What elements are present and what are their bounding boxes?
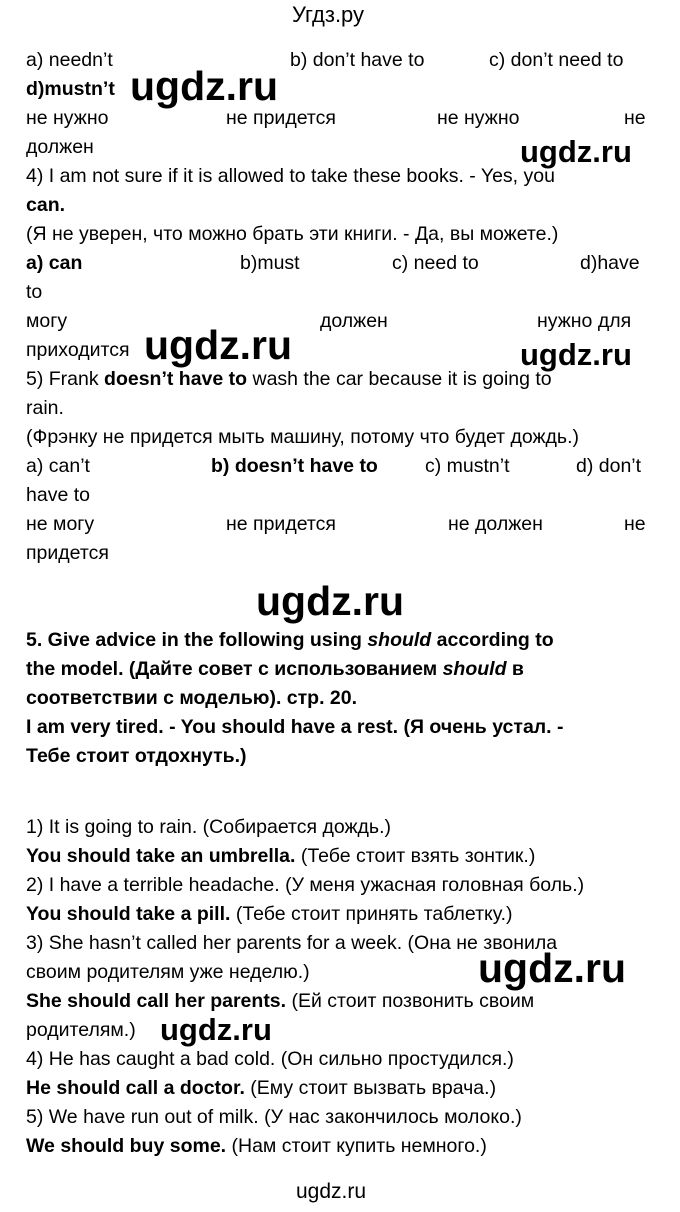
q4-option-b: b)must	[240, 252, 300, 274]
q4-translation-a: могу	[26, 310, 68, 332]
q5-translation: (Фрэнку не придется мыть машину, потому что будет дождь.)	[26, 426, 579, 448]
task5-title-line3: соответствии с моделью). стр. 20.	[26, 687, 358, 709]
watermark: ugdz.ru	[478, 945, 627, 991]
item-2-answer: You should take a pill. (Тебе стоит принять таблетку.)	[26, 903, 513, 925]
task5-model-line1: I am very tired. - You should have a rest. (Я очень устал. -	[26, 716, 564, 738]
page-footer: ugdz.ru	[296, 1180, 367, 1203]
q4-sentence: 4) I am not sure if it is allowed to take these books. - Yes, you	[26, 165, 555, 187]
q3-translation-a: не нужно	[26, 107, 109, 129]
q3-option-b: b) don’t have to	[290, 49, 425, 71]
item-2-question: 2) I have a terrible headache. (У меня ужасная головная боль.)	[26, 874, 585, 896]
item-4-answer: He should call a doctor. (Ему стоит вызвать врача.)	[26, 1077, 497, 1099]
item-4-question: 4) He has caught a bad cold. (Он сильно простудился.)	[26, 1048, 514, 1070]
q4-translation-d: приходится	[26, 339, 130, 361]
q4-translation: (Я не уверен, что можно брать эти книги. - Да, вы можете.)	[26, 223, 559, 245]
q4-option-a: a) can	[26, 252, 83, 274]
watermark: ugdz.ru	[160, 1012, 272, 1047]
watermark: ugdz.ru	[130, 63, 279, 109]
q4-translation-c: нужно для	[537, 310, 632, 332]
q3-translation-b: не придется	[226, 107, 336, 129]
q3-option-c: c) don’t need to	[489, 49, 624, 71]
task5-title-line1: 5. Give advice in the following using should according to	[26, 629, 554, 651]
task5-model-line2: Тебе стоит отдохнуть.)	[26, 745, 247, 767]
item-1-answer: You should take an umbrella. (Тебе стоит взять зонтик.)	[26, 845, 536, 867]
q3-translation-c: не нужно	[437, 107, 520, 129]
watermark: ugdz.ru	[520, 134, 632, 169]
q3-translation-d: не	[624, 107, 646, 129]
q5-option-a: a) can’t	[26, 455, 90, 477]
q4-option-c: c) need to	[392, 252, 479, 274]
q5-sentence: 5) Frank doesn’t have to wash the car because it is going to	[26, 368, 552, 390]
q4-answer: can.	[26, 194, 66, 216]
q3-option-d: d)mustn’t	[26, 78, 115, 100]
q4-option-d-cont: to	[26, 281, 43, 303]
q5-translation-d: не	[624, 513, 646, 535]
task5-title-line2: the model. (Дайте совет с использованием should в	[26, 658, 524, 680]
q3-translation-d-cont: должен	[26, 136, 94, 158]
item-5-answer: We should buy some. (Нам стоит купить немного.)	[26, 1135, 487, 1157]
q5-translation-b: не придется	[226, 513, 336, 535]
watermark: ugdz.ru	[144, 322, 293, 368]
watermark: ugdz.ru	[520, 337, 632, 372]
q5-sentence-cont: rain.	[26, 397, 64, 419]
item-1-question: 1) It is going to rain. (Собирается дождь.)	[26, 816, 391, 838]
q5-translation-c: не должен	[448, 513, 543, 535]
watermark: ugdz.ru	[256, 578, 405, 624]
page-header: Угдз.ру	[292, 2, 365, 27]
q5-option-d: d) don’t	[576, 455, 642, 477]
q5-option-d-cont: have to	[26, 484, 90, 506]
item-3-answer: She should call her parents. (Ей стоит позвонить своим	[26, 990, 535, 1012]
item-5-question: 5) We have run out of milk. (У нас закончилось молоко.)	[26, 1106, 522, 1128]
item-3-question: 3) She hasn’t called her parents for a week. (Она не звонила	[26, 932, 558, 954]
q5-option-c: c) mustn’t	[425, 455, 510, 477]
q3-option-a: a) needn’t	[26, 49, 113, 71]
item-3-question-cont: своим родителям уже неделю.)	[26, 961, 310, 983]
q5-translation-d-cont: придется	[26, 542, 109, 564]
q4-option-d: d)have	[580, 252, 640, 274]
q5-translation-a: не могу	[26, 513, 95, 535]
item-3-answer-cont: родителям.)	[26, 1019, 136, 1041]
q4-translation-b: должен	[320, 310, 388, 332]
q5-option-b: b) doesn’t have to	[211, 455, 378, 477]
